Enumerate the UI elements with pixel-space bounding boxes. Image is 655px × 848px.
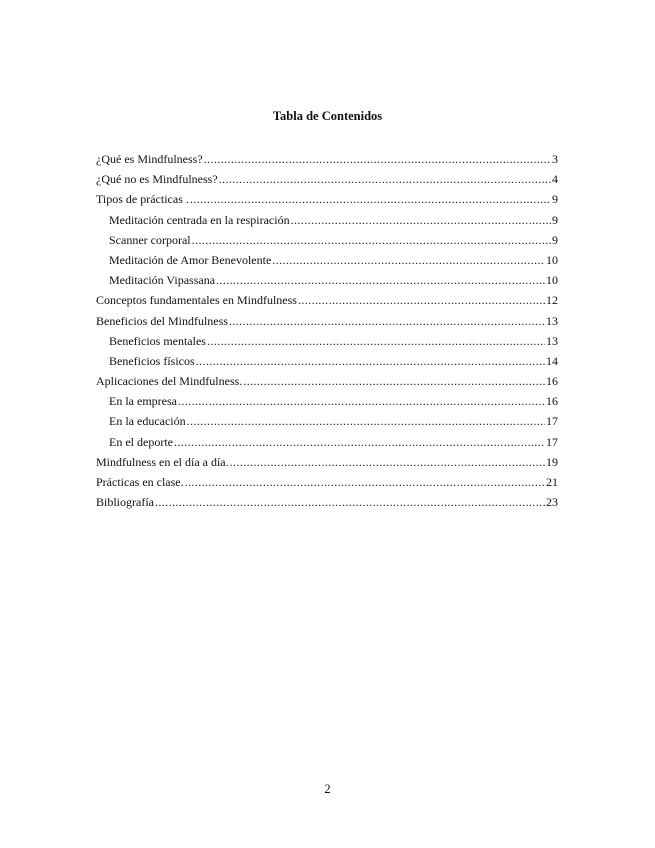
toc-entry-label: En el deporte: [109, 434, 173, 449]
toc-entry-page: 17: [546, 434, 558, 449]
toc-entry-page: 10: [546, 252, 558, 267]
toc-subentry[interactable]: [96, 434, 558, 454]
toc-subentry[interactable]: [96, 353, 558, 373]
toc-subentry[interactable]: [96, 232, 558, 252]
toc-subentry[interactable]: [96, 272, 558, 292]
toc-entry[interactable]: [96, 474, 558, 494]
toc-entry[interactable]: [96, 191, 558, 211]
toc-entry-label: ¿Qué no es Mindfulness?: [96, 172, 218, 187]
toc-dot-leader: [178, 393, 545, 409]
toc-entry-label: ¿Qué es Mindfulness?: [96, 152, 203, 166]
toc-entry-page: 17: [546, 414, 558, 429]
toc-entry-page: 10: [546, 273, 558, 288]
toc-entry[interactable]: [96, 373, 558, 393]
toc-dot-leader: [229, 313, 545, 329]
toc-entry[interactable]: [96, 454, 558, 474]
toc-entry-label: Beneficios físicos: [109, 353, 195, 368]
toc-entry-label: Aplicaciones del Mindfulness.: [96, 374, 243, 389]
toc-entry-label: Conceptos fundamentales en Mindfulness: [96, 293, 297, 308]
toc-subentry[interactable]: [96, 212, 558, 232]
page-number: 2: [324, 782, 331, 796]
toc-entry-page: 14: [546, 353, 558, 368]
toc-entry-page: 4: [552, 172, 558, 187]
toc-dot-leader: [187, 413, 545, 429]
toc-dot-leader: [207, 333, 545, 349]
toc-dot-leader: [190, 191, 551, 207]
toc-entry[interactable]: [96, 292, 558, 312]
toc-entry-page: 21: [546, 475, 558, 489]
toc-dot-leader: [174, 434, 545, 450]
toc-subentry[interactable]: [96, 333, 558, 353]
toc-subentry[interactable]: [96, 252, 558, 272]
toc-entry-label: Meditación Vipassana: [109, 273, 216, 288]
toc-dot-leader: [155, 494, 545, 510]
toc-entry[interactable]: [96, 313, 558, 333]
toc-dot-leader: [298, 292, 545, 308]
toc-subentry[interactable]: [96, 413, 558, 433]
toc-dot-leader: [272, 252, 545, 268]
toc-entry-page: 9: [552, 192, 558, 207]
toc-entry-label: Beneficios mentales: [109, 333, 206, 348]
toc-entry-page: 12: [546, 293, 558, 308]
toc-entry-page: 19: [546, 454, 558, 469]
toc-entry-label: En la educación: [109, 414, 186, 429]
toc-entry-label: Bibliografía: [96, 495, 154, 510]
toc-dot-leader: [192, 232, 551, 248]
toc-entry-page: 9: [552, 232, 558, 247]
toc-dot-leader: [219, 171, 551, 187]
toc-entry-label: Tipos de prácticas .: [96, 192, 189, 207]
toc-entry-label: Meditación de Amor Benevolente: [109, 252, 272, 267]
toc-entry[interactable]: [96, 494, 558, 514]
toc-title: Tabla de Contenidos: [272, 109, 383, 123]
toc-dot-leader: [204, 151, 551, 167]
toc-entry-label: En la empresa: [109, 394, 177, 409]
toc-entry[interactable]: [96, 151, 558, 171]
toc-entry-page: 13: [546, 333, 558, 348]
toc-subentry[interactable]: [96, 393, 558, 413]
toc-dot-leader: [230, 454, 545, 470]
toc-entry-page: 16: [546, 394, 558, 409]
toc-entry-page: 3: [552, 152, 558, 166]
toc-dot-leader: [196, 353, 545, 369]
toc-entry[interactable]: [96, 171, 558, 191]
toc-list: [96, 151, 558, 514]
toc-entry-label: Scanner corporal: [109, 232, 191, 247]
toc-entry-label: Prácticas en clase.: [96, 475, 184, 489]
toc-dot-leader: [243, 373, 545, 389]
toc-entry-label: Beneficios del Mindfulness: [96, 313, 228, 328]
toc-entry-page: 9: [552, 212, 558, 227]
toc-dot-leader: [216, 272, 545, 288]
toc-entry-label: Meditación centrada en la respiración: [109, 212, 290, 227]
toc-entry-page: 16: [546, 374, 558, 389]
toc-dot-leader: [291, 212, 551, 228]
toc-entry-label: Mindfulness en el día a día.: [96, 454, 229, 469]
toc-entry-page: 13: [546, 313, 558, 328]
toc-entry-page: 23: [546, 495, 558, 510]
toc-dot-leader: [185, 474, 545, 490]
